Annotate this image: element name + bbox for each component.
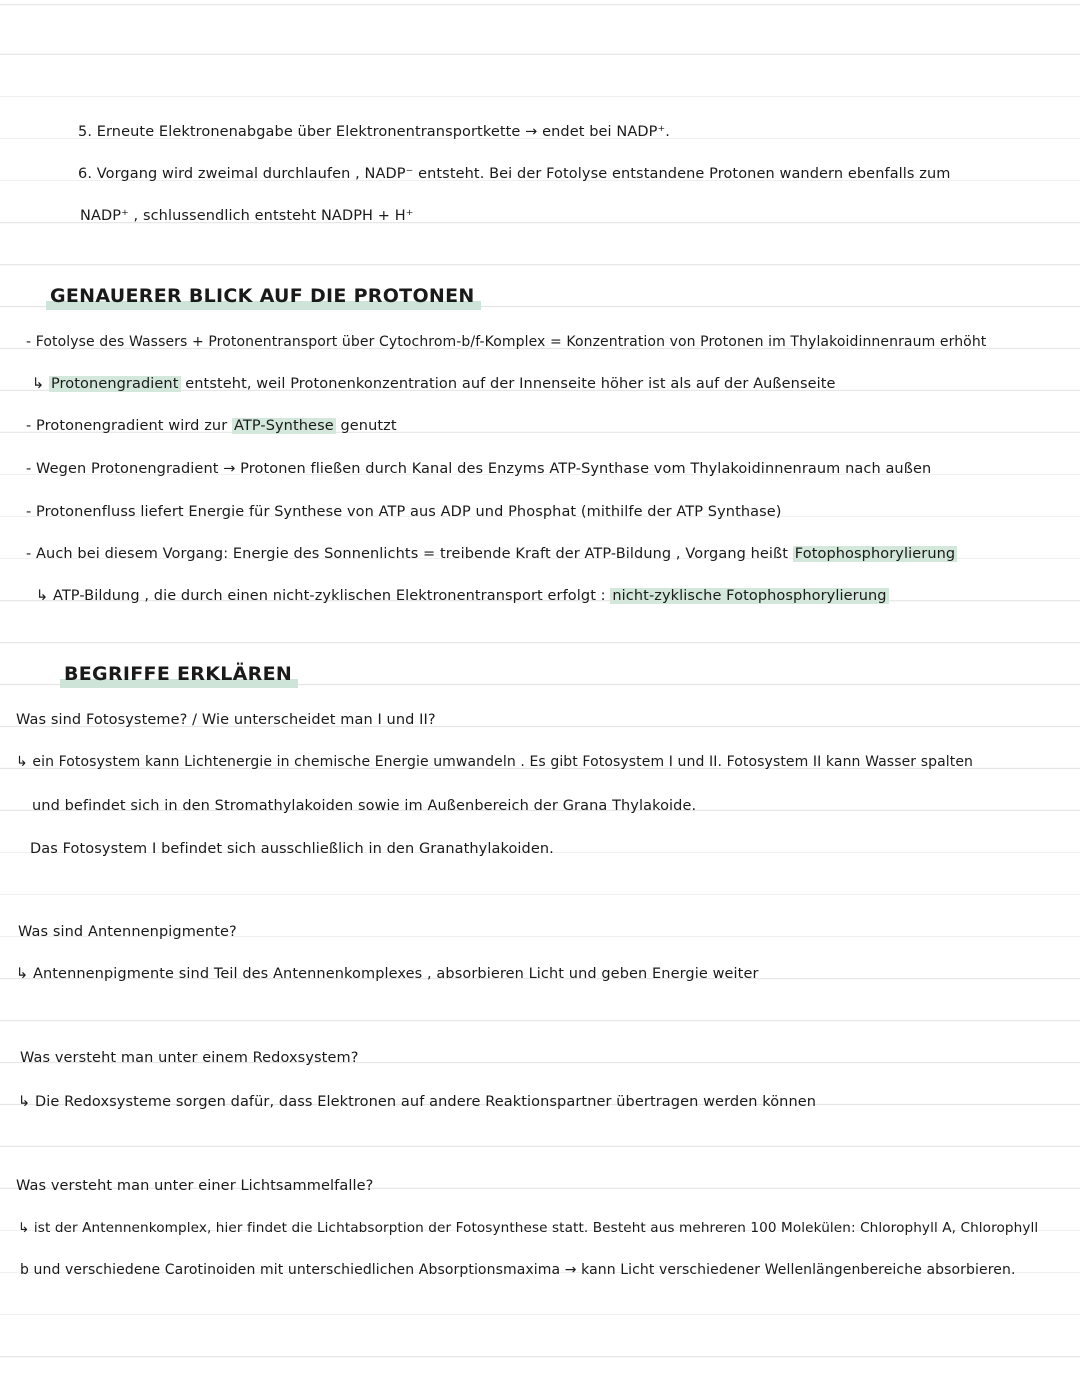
protonen-line-2 xyxy=(32,374,836,394)
protonen-line-3-highlight: ATP-Synthese xyxy=(233,418,334,434)
protonen-line-2-highlight: Protonengradient xyxy=(50,376,179,392)
answer-antennenpigmente: ↳ Antennenpigmente sind Teil des Antennenkomplexes , absorbieren Licht und geben Energie weiter xyxy=(16,966,759,982)
protonen-line-2-post: entsteht, weil Protonenkonzentration auf der Innenseite höher ist als auf der Außenseite xyxy=(180,376,836,392)
question-fotosysteme: Was sind Fotosysteme? / Wie unterscheidet man I und II? xyxy=(16,712,436,728)
question-antennenpigmente: Was sind Antennenpigmente? xyxy=(18,924,237,940)
answer-lichtsammelfalle-2: b und verschiedene Carotinoiden mit unterschiedlichen Absorptionsmaxima → kann Licht verschiedener Wellenlängenbereiche absorbieren. xyxy=(20,1262,1016,1278)
answer-fotosysteme-1: ↳ ein Fotosystem kann Lichtenergie in chemische Energie umwandeln . Es gibt Fotosystem I und II. Fotosystem II kann Wasser spalten xyxy=(16,754,974,770)
answer-redoxsystem: ↳ Die Redoxsysteme sorgen dafür, dass Elektronen auf andere Reaktionspartner übertragen werden können xyxy=(18,1094,817,1110)
protonen-line-6-pre: - Auch bei diesem Vorgang: Energie des Sonnenlichts = treibende Kraft der ATP-Bildung , Vorgang heißt xyxy=(26,546,793,562)
heading-begriffe xyxy=(64,662,292,686)
protonen-line-6-highlight: Fotophosphorylierung xyxy=(794,546,956,562)
protonen-line-1 xyxy=(26,332,986,352)
protonen-line-3-pre: - Protonengradient wird zur xyxy=(26,418,232,434)
step-6-continued: NADP⁺ , schlussendlich entsteht NADPH + H⁺ xyxy=(80,208,414,224)
protonen-line-4-text: - Wegen Protonengradient → Protonen fließen durch Kanal des Enzyms ATP-Synthase vom Thylakoidinnenraum nach außen xyxy=(26,461,932,477)
step-6: 6. Vorgang wird zweimal durchlaufen , NADP⁻ entsteht. Bei der Fotolyse entstandene Protonen wandern ebenfalls zum xyxy=(78,166,951,182)
heading-protonen-text: GENAUERER BLICK AUF DIE PROTONEN xyxy=(50,285,475,307)
protonen-line-1-text: - Fotolyse des Wassers + Protonentransport über Cytochrom-b/f-Komplex = Konzentration von Protonen im Thylakoidinnenraum erhöht xyxy=(26,334,987,350)
answer-fotosysteme-2: und befindet sich in den Stromathylakoiden sowie im Außenbereich der Grana Thylakoide. xyxy=(32,798,697,814)
question-redoxsystem: Was versteht man unter einem Redoxsystem? xyxy=(20,1050,359,1066)
heading-protonen xyxy=(50,284,475,308)
protonen-line-3 xyxy=(26,416,397,436)
protonen-line-7-highlight: nicht-zyklische Fotophosphorylierung xyxy=(612,588,887,604)
protonen-line-5-text: - Protonenfluss liefert Energie für Synthese von ATP aus ADP und Phosphat (mithilfe der ATP Synthase) xyxy=(26,504,782,520)
answer-lichtsammelfalle-1: ↳ ist der Antennenkomplex, hier findet die Lichtabsorption der Fotosynthese statt. Besteht aus mehreren 100 Molekülen: Chlorophyll A, Chlorophyll xyxy=(18,1220,1039,1236)
protonen-line-2-pre: ↳ xyxy=(32,376,49,392)
protonen-line-3-post: genutzt xyxy=(335,418,397,434)
protonen-line-6 xyxy=(26,544,957,564)
protonen-line-5 xyxy=(26,502,782,522)
question-lichtsammelfalle: Was versteht man unter einer Lichtsammelfalle? xyxy=(16,1178,374,1194)
step-5: 5. Erneute Elektronenabgabe über Elektronentransportkette → endet bei NADP⁺. xyxy=(78,124,670,140)
protonen-line-7-pre: ↳ ATP-Bildung , die durch einen nicht-zyklischen Elektronentransport erfolgt : xyxy=(36,588,611,604)
protonen-line-4 xyxy=(26,459,931,479)
protonen-line-7 xyxy=(36,586,889,606)
answer-fotosysteme-3: Das Fotosystem I befindet sich ausschließlich in den Granathylakoiden. xyxy=(30,841,554,857)
heading-begriffe-text: BEGRIFFE ERKLÄREN xyxy=(64,663,293,685)
